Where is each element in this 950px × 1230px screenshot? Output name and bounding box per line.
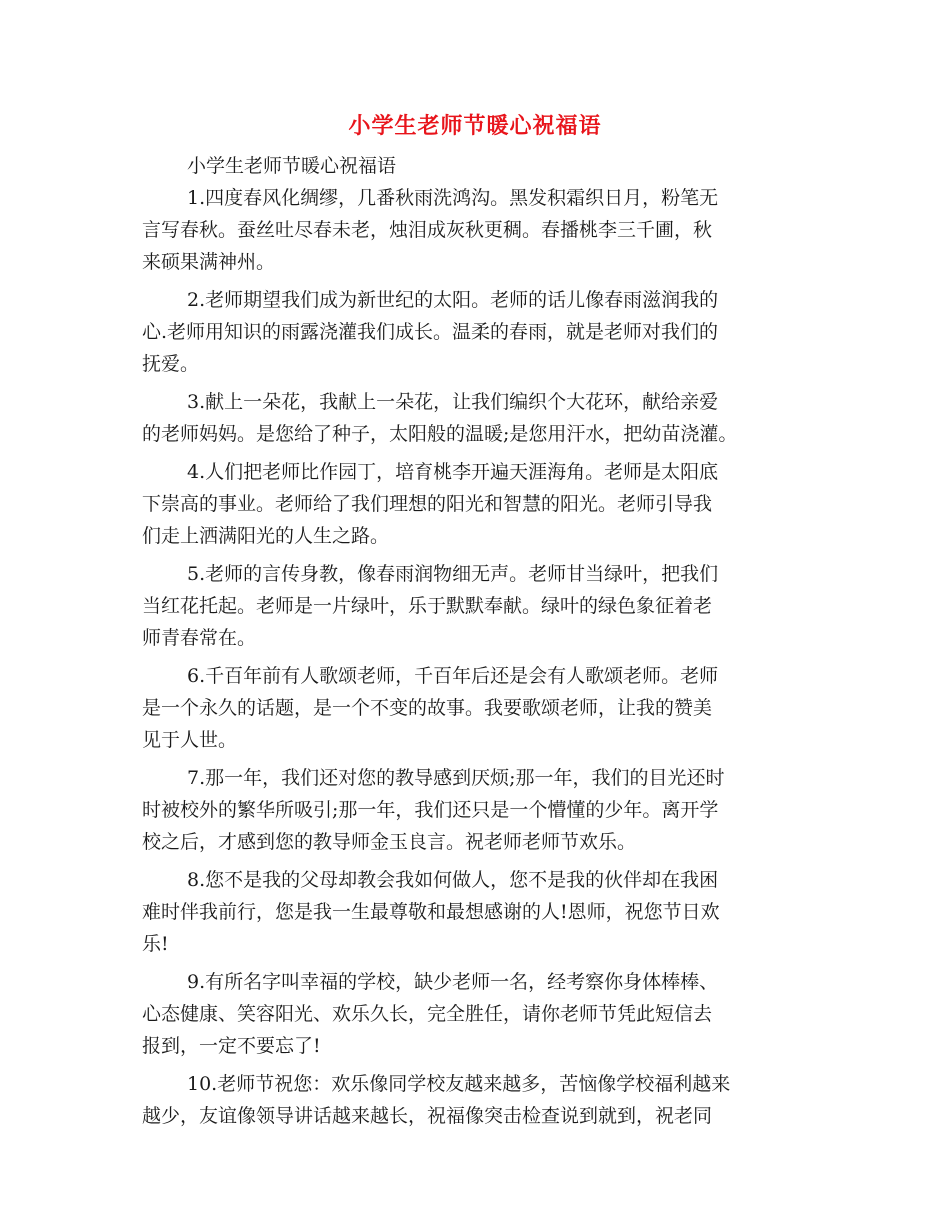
paragraph-line: 3.献上一朵花，我献上一朵花，让我们编织个大花环，献给亲爱 [187, 391, 719, 413]
paragraph-line: 的老师妈妈。是您给了种子，太阳般的温暖;是您用汗水，把幼苗浇灌。 [142, 423, 738, 445]
paragraph-line: 报到，一定不要忘了! [142, 1035, 321, 1057]
paragraph-line: 4.人们把老师比作园丁，培育桃李开遍天涯海角。老师是太阳底 [187, 461, 719, 483]
document-title: 小学生老师节暖心祝福语 [348, 113, 602, 139]
paragraph-line: 乐! [142, 933, 169, 955]
paragraph-line: 师青春常在。 [142, 627, 257, 649]
paragraph [142, 1068, 814, 1132]
paragraph [142, 182, 814, 278]
document-subtitle: 小学生老师节暖心祝福语 [187, 155, 397, 177]
paragraph-line: 时被校外的繁华所吸引;那一年，我们还只是一个懵懂的少年。离开学 [142, 799, 719, 821]
paragraph-line: 言写春秋。蚕丝吐尽春未老，烛泪成灰秋更稠。春播桃李三千圃，秋 [142, 219, 713, 241]
paragraph [142, 558, 814, 654]
paragraph-line: 6.千百年前有人歌颂老师，千百年后还是会有人歌颂老师。老师 [187, 665, 719, 687]
paragraph-line: 下崇高的事业。老师给了我们理想的阳光和智慧的阳光。老师引导我 [142, 493, 713, 515]
paragraph-line: 5.老师的言传身教，像春雨润物细无声。老师甘当绿叶，把我们 [187, 563, 719, 585]
paragraph-line: 当红花托起。老师是一片绿叶，乐于默默奉献。绿叶的绿色象征着老 [142, 595, 713, 617]
paragraph-line: 来硕果满神州。 [142, 251, 276, 273]
paragraph-line: 们走上洒满阳光的人生之路。 [142, 525, 390, 547]
paragraph-line: 9.有所名字叫幸福的学校，缺少老师一名，经考察你身体棒棒、 [187, 971, 719, 993]
paragraph [142, 456, 814, 552]
paragraph-line: 越少，友谊像领导讲话越来越长，祝福像突击检查说到就到，祝老同 [142, 1105, 713, 1127]
paragraph [142, 762, 814, 858]
paragraph-line: 1.四度春风化绸缪，几番秋雨洗鸿沟。黑发积霜织日月，粉笔无 [187, 187, 719, 209]
paragraph-line: 10.老师节祝您：欢乐像同学校友越来越多，苦恼像学校福利越来 [187, 1073, 731, 1095]
paragraph-line: 校之后，才感到您的教导师金玉良言。祝老师老师节欢乐。 [142, 831, 637, 853]
paragraph-line: 是一个永久的话题，是一个不变的故事。我要歌颂老师，让我的赞美 [142, 697, 713, 719]
document-body [142, 150, 814, 1138]
paragraph-line: 抚爱。 [142, 353, 200, 375]
paragraph-line: 7.那一年，我们还对您的教导感到厌烦;那一年，我们的目光还时 [187, 767, 725, 789]
paragraph [142, 284, 814, 380]
paragraph-line: 见于人世。 [142, 729, 238, 751]
paragraph-line: 心态健康、笑容阳光、欢乐久长，完全胜任，请你老师节凭此短信去 [142, 1003, 713, 1025]
paragraph [142, 966, 814, 1062]
paragraph-list [142, 182, 814, 1132]
paragraph-line: 2.老师期望我们成为新世纪的太阳。老师的话儿像春雨滋润我的 [187, 289, 719, 311]
paragraph-line: 心.老师用知识的雨露浇灌我们成长。温柔的春雨，就是老师对我们的 [142, 321, 719, 343]
paragraph-line: 8.您不是我的父母却教会我如何做人，您不是我的伙伴却在我困 [187, 869, 719, 891]
paragraph [142, 386, 814, 450]
paragraph-line: 难时伴我前行，您是我一生最尊敬和最想感谢的人!恩师，祝您节日欢 [142, 901, 720, 923]
paragraph [142, 864, 814, 960]
paragraph [142, 660, 814, 756]
